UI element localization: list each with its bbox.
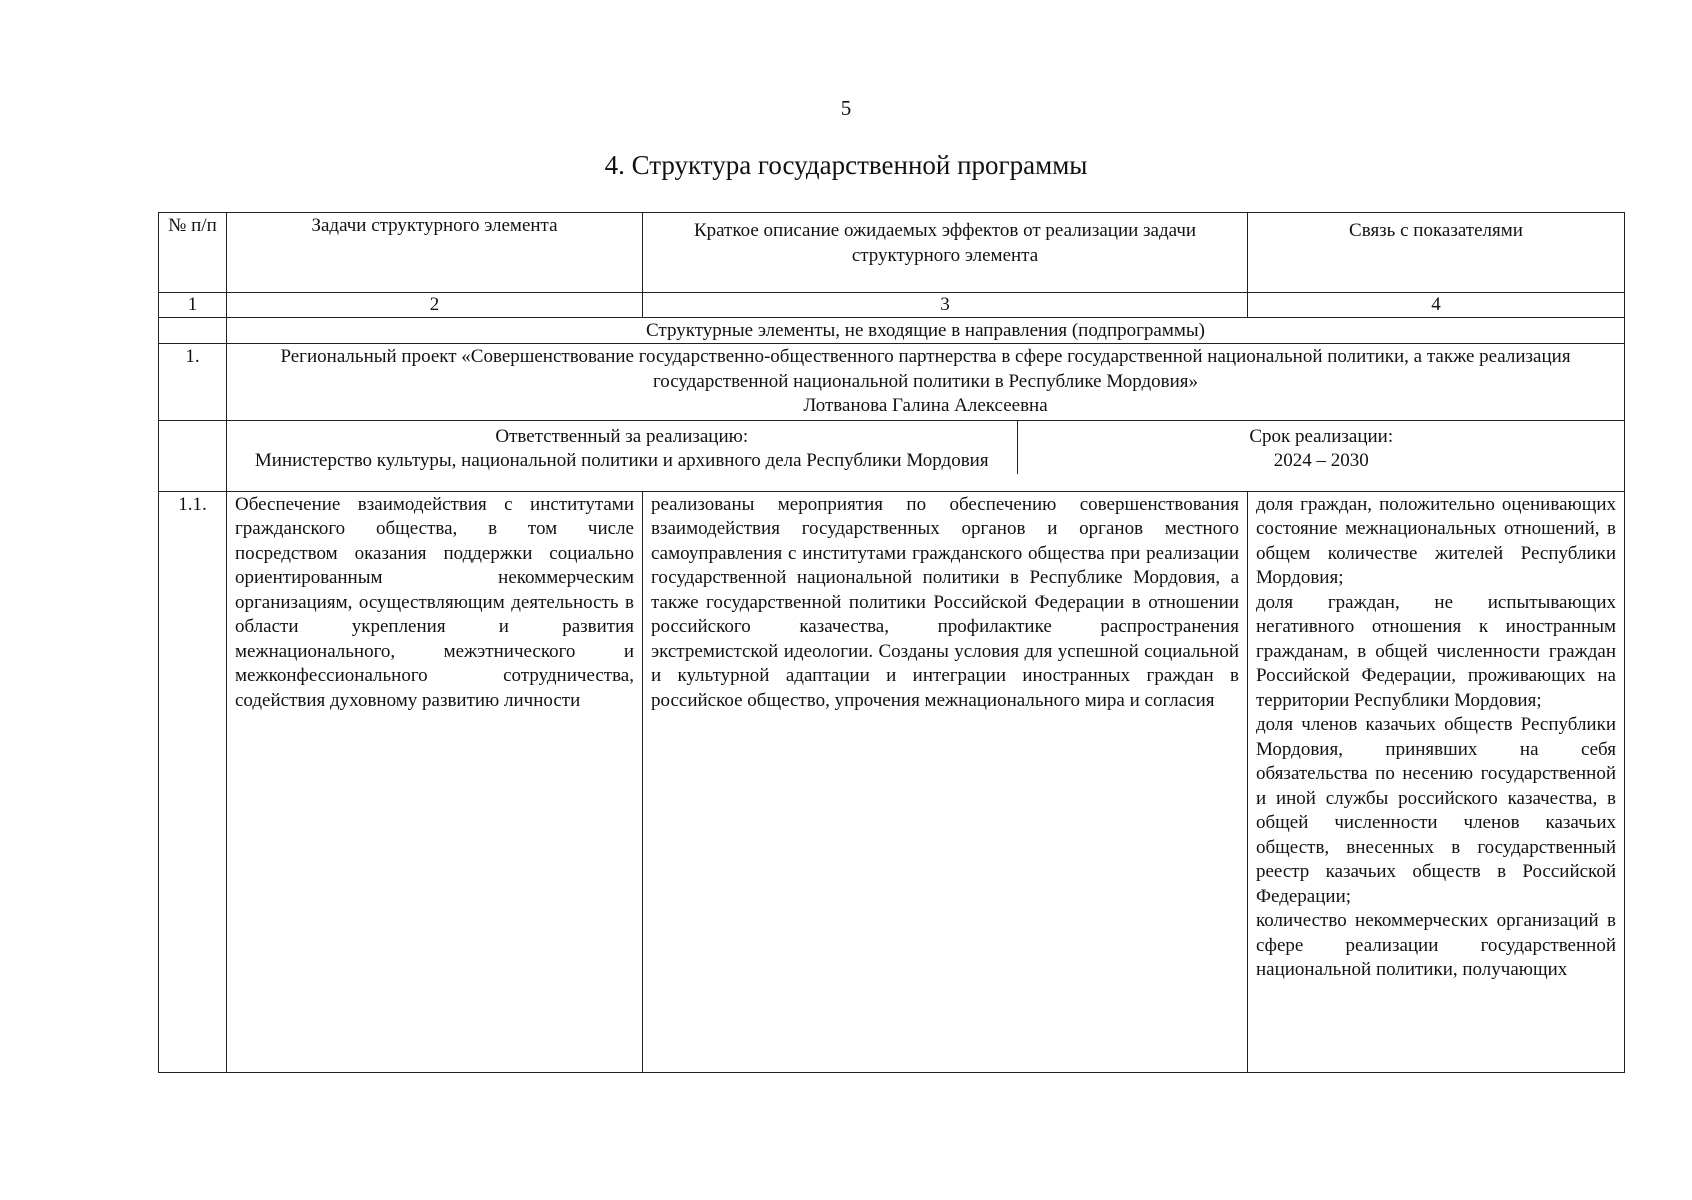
indicator-item: доля граждан, положительно оценивающих состояние межнациональных отношений, в общем количестве жителей Республики Мордовия; <box>1256 493 1616 588</box>
project-num: 1. <box>159 344 227 421</box>
task-text: Обеспечение взаимодействия с институтами гражданского общества, в том числе посредством оказания поддержки социально ориентированным некоммерческим организациям, осуществляющим деятельность в области укрепления и развития межнационального, межэтнического и межконфессионального сотрудничества, содействия духовному развитию личности <box>227 491 643 1072</box>
responsible-info <box>227 421 1017 474</box>
group-row <box>159 318 1625 344</box>
header-effects: Краткое описание ожидаемых эффектов от реализации задачи структурного элемента <box>643 213 1248 293</box>
program-structure-table <box>158 212 1625 1073</box>
project-name: Региональный проект «Совершенствование государственно-общественного партнерства в сфере государственной национальной политики, а также реализация государственной национальной политики в Республике Мордовия» <box>280 346 1571 392</box>
header-link: Связь с показателями <box>1248 213 1625 293</box>
page-title: 4. Структура государственной программы <box>604 150 1088 180</box>
responsible-label: Ответственный за реализацию: <box>495 425 749 447</box>
header-row <box>159 213 1625 293</box>
responsible-row <box>159 420 1625 491</box>
column-number: 4 <box>1248 293 1625 318</box>
header-tasks: Задачи структурного элемента <box>227 213 643 293</box>
responsible-cell <box>227 420 1625 491</box>
column-number: 3 <box>643 293 1248 318</box>
indicator-item: доля граждан, не испытывающих негативного отношения к иностранным гражданам, в общей численности граждан Российской Федерации, проживающих на территории Республики Мордовия; <box>1256 591 1616 711</box>
term-value: 2024 – 2030 <box>1273 450 1369 471</box>
indicators-cell <box>1248 491 1625 1072</box>
project-row <box>159 344 1625 421</box>
indicator-item: количество некоммерческих организаций в сфере реализации государственной национальной политики, получающих <box>1256 910 1616 980</box>
column-number: 1 <box>159 293 227 318</box>
project-cell <box>227 344 1625 421</box>
responsible-org: Министерство культуры, национальной политики и архивного дела Республики Мордовия <box>254 450 989 471</box>
term-label: Срок реализации: <box>1249 425 1394 447</box>
task-row <box>159 491 1625 1072</box>
task-num: 1.1. <box>159 491 227 1072</box>
effect-text: реализованы мероприятия по обеспечению совершенствования взаимодействия государственных органов и органов местного самоуправления с институтами гражданского общества при реализации государственной национальной политики в Республике Мордовия, а также государственной политики Российской Федерации в отношении российского казачества, профилактике распространения экстремистской идеологии. Созданы условия для успешной социальной и культурной адаптации и интеграции иностранных граждан в российское общество, упрочения межнационального мира и согласия <box>643 491 1248 1072</box>
project-curator: Лотванова Галина Алексеевна <box>803 395 1048 416</box>
header-num: № п/п <box>159 213 227 293</box>
group-label: Структурные элементы, не входящие в направления (подпрограммы) <box>227 318 1625 344</box>
responsible-inner-table <box>227 421 1625 474</box>
indicator-item: доля членов казачьих обществ Республики Мордовия, принявших на себя обязательства по несению государственной и иной службы российского казачества, в общей численности членов казачьих обществ, внесенных в государственный реестр казачьих обществ в Российской Федерации; <box>1256 714 1616 907</box>
term-info <box>1017 421 1625 474</box>
group-num-cell <box>159 318 227 344</box>
responsible-num-cell <box>159 420 227 491</box>
column-number: 2 <box>227 293 643 318</box>
column-number-row <box>159 293 1625 318</box>
page-number: 5 <box>840 96 852 120</box>
